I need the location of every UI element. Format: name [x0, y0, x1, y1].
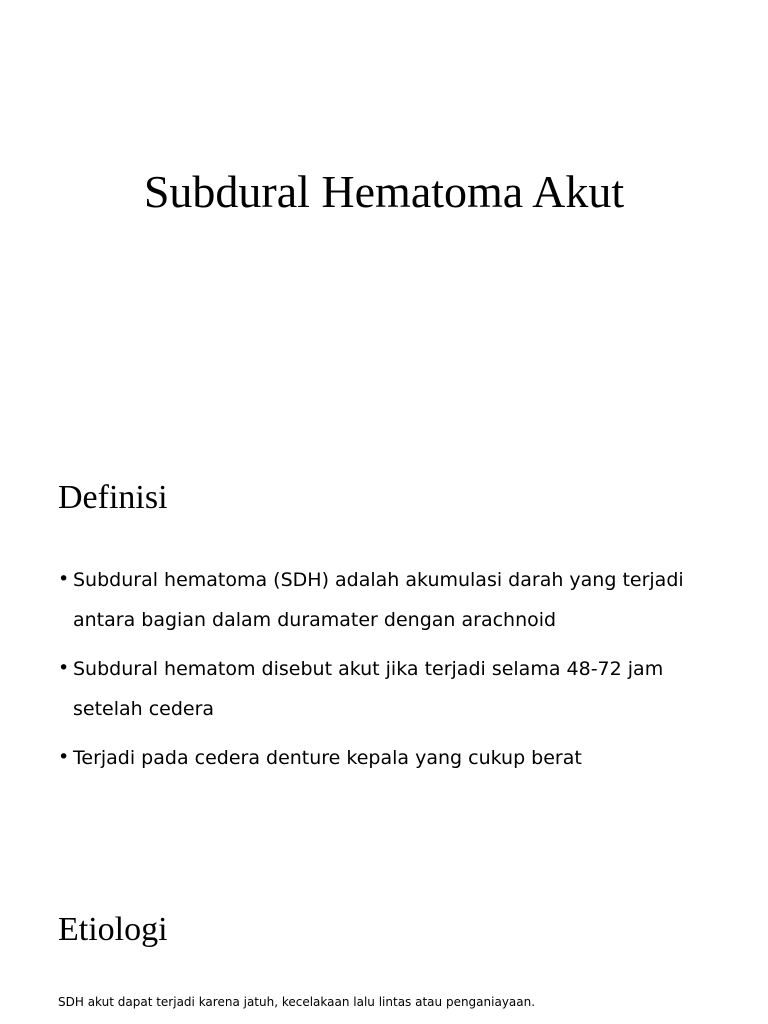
bullet-item: • Terjadi pada cedera denture kepala yang cukup berat	[58, 738, 738, 778]
definisi-bullet-list	[58, 560, 738, 787]
etiologi-heading: Etiologi	[58, 911, 168, 948]
etiologi-text: SDH akut dapat terjadi karena jatuh, kecelakaan lalu lintas atau penganiayaan.	[58, 995, 536, 1009]
definisi-heading: Definisi	[58, 479, 168, 516]
bullet-item: • Subdural hematom disebut akut jika terjadi selama 48-72 jam setelah cedera	[58, 649, 738, 729]
bullet-item: • Subdural hematoma (SDH) adalah akumulasi darah yang terjadi antara bagian dalam duramater dengan arachnoid	[58, 560, 738, 640]
slide-title: Subdural Hematoma Akut	[143, 166, 625, 217]
